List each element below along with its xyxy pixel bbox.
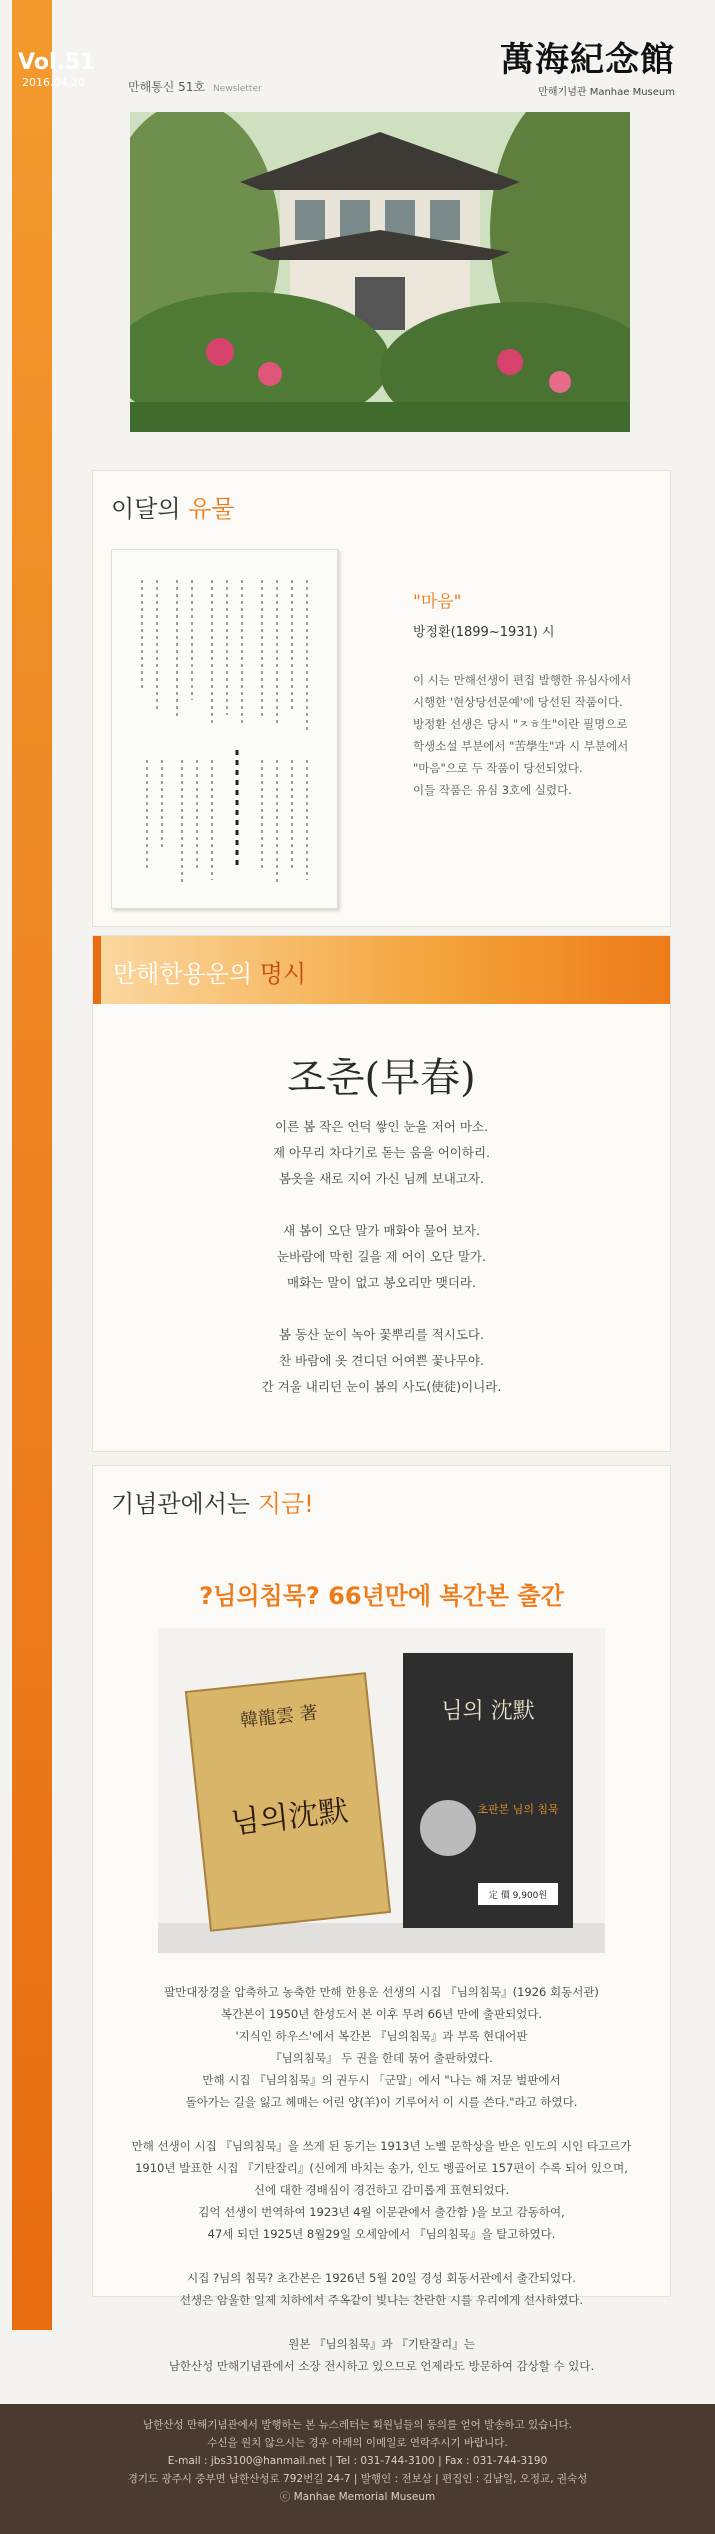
artifact-description [413, 669, 653, 801]
paragraph-gap [103, 2113, 660, 2135]
logo-subtitle: 만해기념관 Manhae Museum [538, 87, 675, 98]
poem-line: 새 봄이 오단 말가 매화야 물어 보자. [283, 1223, 480, 1238]
poem-section [92, 935, 671, 1452]
museum-logo[interactable] [500, 32, 675, 98]
stanza-gap [93, 1192, 670, 1218]
description-line: 이들 작품은 유심 3호에 실렸다. [413, 783, 572, 797]
issue-subtitle: Newsletter [213, 84, 262, 94]
volume-number: Vol.51 [18, 50, 96, 75]
artifact-name: "마음" [413, 592, 462, 612]
volume-badge [12, 50, 98, 108]
news-line: 1910년 발표한 시집 『기탄잘리』(신에게 바치는 송가, 인도 벵골어로 157편이 수록 되어 있으며, [135, 2161, 628, 2175]
artifact-section [92, 470, 671, 927]
poem-line: 봄옷을 새로 지어 가신 님께 보내고자. [279, 1171, 484, 1186]
footer-contact[interactable]: E-mail : jbs3100@hanmail.net | Tel : 031-744-3100 | Fax : 031-744-3190 [167, 2455, 548, 2467]
news-line: 남한산성 만해기념관에서 소장 전시하고 있으므로 언제라도 방문하여 감상할 수 있다. [168, 2359, 595, 2373]
news-line: 만해 시집 『님의침묵』의 권두시 「군말」에서 "나는 해 저문 벌판에서 [202, 2073, 561, 2087]
book-right-banner: 초판본 님의 침묵 [477, 1803, 559, 1816]
book-left-author: 韓龍雲 著 [239, 1702, 319, 1732]
artifact-section-title [111, 489, 235, 524]
poem-line: 찬 바람에 옷 견디던 어여쁜 꽃나무야. [279, 1353, 484, 1368]
banner-accent [93, 936, 101, 1004]
news-line: '지식인 하우스'에서 복간본 『님의침묵』과 부록 현대어판 [235, 2029, 528, 2043]
poem-title-calligraphy: 조춘(早春) [287, 1055, 476, 1101]
issue-date: 2016.04.20 [22, 76, 85, 89]
description-line: 시행한 '현상당선문예'에 당선된 작품이다. [413, 695, 623, 709]
news-line: 『님의침묵』 두 권을 한데 묶어 출판하였다. [270, 2051, 493, 2065]
poem-title-highlight: 명시 [259, 960, 307, 988]
poem-line: 간 겨울 내리던 눈이 봄의 사도(使徒)이니라. [261, 1379, 502, 1394]
news-line: 돌아가는 길을 잃고 헤매는 어린 양(羊)이 기루어서 이 시를 쓴다."라고 하였다. [185, 2095, 578, 2109]
manuscript-image [111, 549, 338, 909]
newsletter-footer [0, 2404, 715, 2534]
news-body [103, 1981, 660, 2377]
news-line: 47세 되던 1925년 8월29일 오세암에서 『님의침묵』을 탈고하였다. [207, 2227, 556, 2241]
news-line: 원본 『님의침묵』과 『기탄잘리』는 [288, 2337, 475, 2351]
footer-copyright: ⓒ Manhae Memorial Museum [279, 2491, 436, 2503]
poem-body [93, 1114, 670, 1400]
orange-side-bar [12, 0, 52, 2330]
news-line: 만해 선생이 시집 『님의침묵』을 쓰게 된 동기는 1913년 노벨 문학상을 받은 인도의 시인 타고르가 [131, 2139, 632, 2153]
poem-title-prefix: 만해한용운의 [113, 960, 260, 988]
stanza-gap [93, 1296, 670, 1322]
poem-line: 매화는 말이 없고 봉오리만 맺더라. [287, 1275, 476, 1290]
news-title-prefix: 기념관에서는 [111, 1490, 258, 1518]
description-line: "마음"으로 두 작품이 당선되었다. [413, 761, 583, 775]
news-line: 팔만대장경을 압축하고 농축한 만해 한용운 선생의 시집 『님의침묵』(1926 회동서관) [164, 1985, 599, 1999]
artifact-title-highlight: 유물 [188, 495, 235, 523]
news-line: 신에 대한 경배심이 경건하고 감미롭게 표현되었다. [253, 2183, 510, 2197]
poem-line: 눈바람에 막힌 길을 제 어이 오단 말가. [277, 1249, 486, 1264]
paragraph-gap [103, 2311, 660, 2333]
poem-line: 이른 봄 작은 언덕 쌓인 눈을 저어 마소. [275, 1119, 488, 1134]
news-section-title [111, 1484, 314, 1519]
news-headline: ?님의침묵? 66년만에 복간본 출간 [199, 1582, 564, 1610]
footer-line: 수신을 원치 않으시는 경우 아래의 이메일로 연락주시기 바랍니다. [207, 2437, 508, 2449]
issue-label [128, 78, 262, 95]
news-title-highlight: 지금! [257, 1490, 314, 1518]
news-line: 김억 선생이 번역하여 1923년 4월 이문관에서 출간함 )을 보고 감동하여, [198, 2205, 565, 2219]
poem-section-title [113, 954, 306, 989]
book-reprint-photo [158, 1628, 605, 1953]
footer-line: 남한산성 만해기념관에서 발행하는 본 뉴스레터는 회원님들의 동의를 얻어 발송하고 있습니다. [143, 2419, 572, 2431]
book-left-title: 님의沈默 [229, 1793, 351, 1841]
artifact-author: 방정환(1899~1931) 시 [413, 625, 555, 640]
logo-hanja: 萬海紀念館 [500, 40, 675, 80]
artifact-title-prefix: 이달의 [111, 495, 189, 523]
issue-title: 만해통신 51호 [128, 80, 206, 94]
description-line: 학생소설 부분에서 "苦學生"과 시 부분에서 [413, 739, 629, 753]
footer-address: 경기도 광주시 중부면 남한산성로 792번길 24-7 | 발행인 : 전보삼 | 편집인 : 김남일, 오정교, 권숙성 [127, 2473, 588, 2485]
news-line: 복간본이 1950년 한성도서 본 이후 무려 66년 만에 출판되었다. [220, 2007, 543, 2021]
book-right-title: 님의 沈默 [441, 1699, 535, 1724]
description-line: 방정환 선생은 당시 "ㅈㅎ生"이란 필명으로 [413, 717, 628, 731]
paragraph-gap [103, 2245, 660, 2267]
news-line: 선생은 암울한 일제 치하에서 주옥같이 빛나는 찬란한 시를 우리에게 선사하였다. [179, 2293, 584, 2307]
poem-line: 봄 동산 눈이 녹아 꽃뿌리를 적시도다. [279, 1327, 484, 1342]
museum-building-photo [130, 112, 630, 432]
description-line: 이 시는 만해선생이 편집 발행한 유심사에서 [413, 673, 632, 687]
news-section [92, 1465, 671, 2373]
news-line: 시집 ?님의 침묵? 초간본은 1926년 5월 20일 경성 회동서관에서 출간되었다. [187, 2271, 576, 2285]
poem-line: 제 아무리 차다기로 돋는 움을 어이하리. [272, 1145, 491, 1160]
book-right-price: 定 價 9,900원 [488, 1891, 548, 1901]
